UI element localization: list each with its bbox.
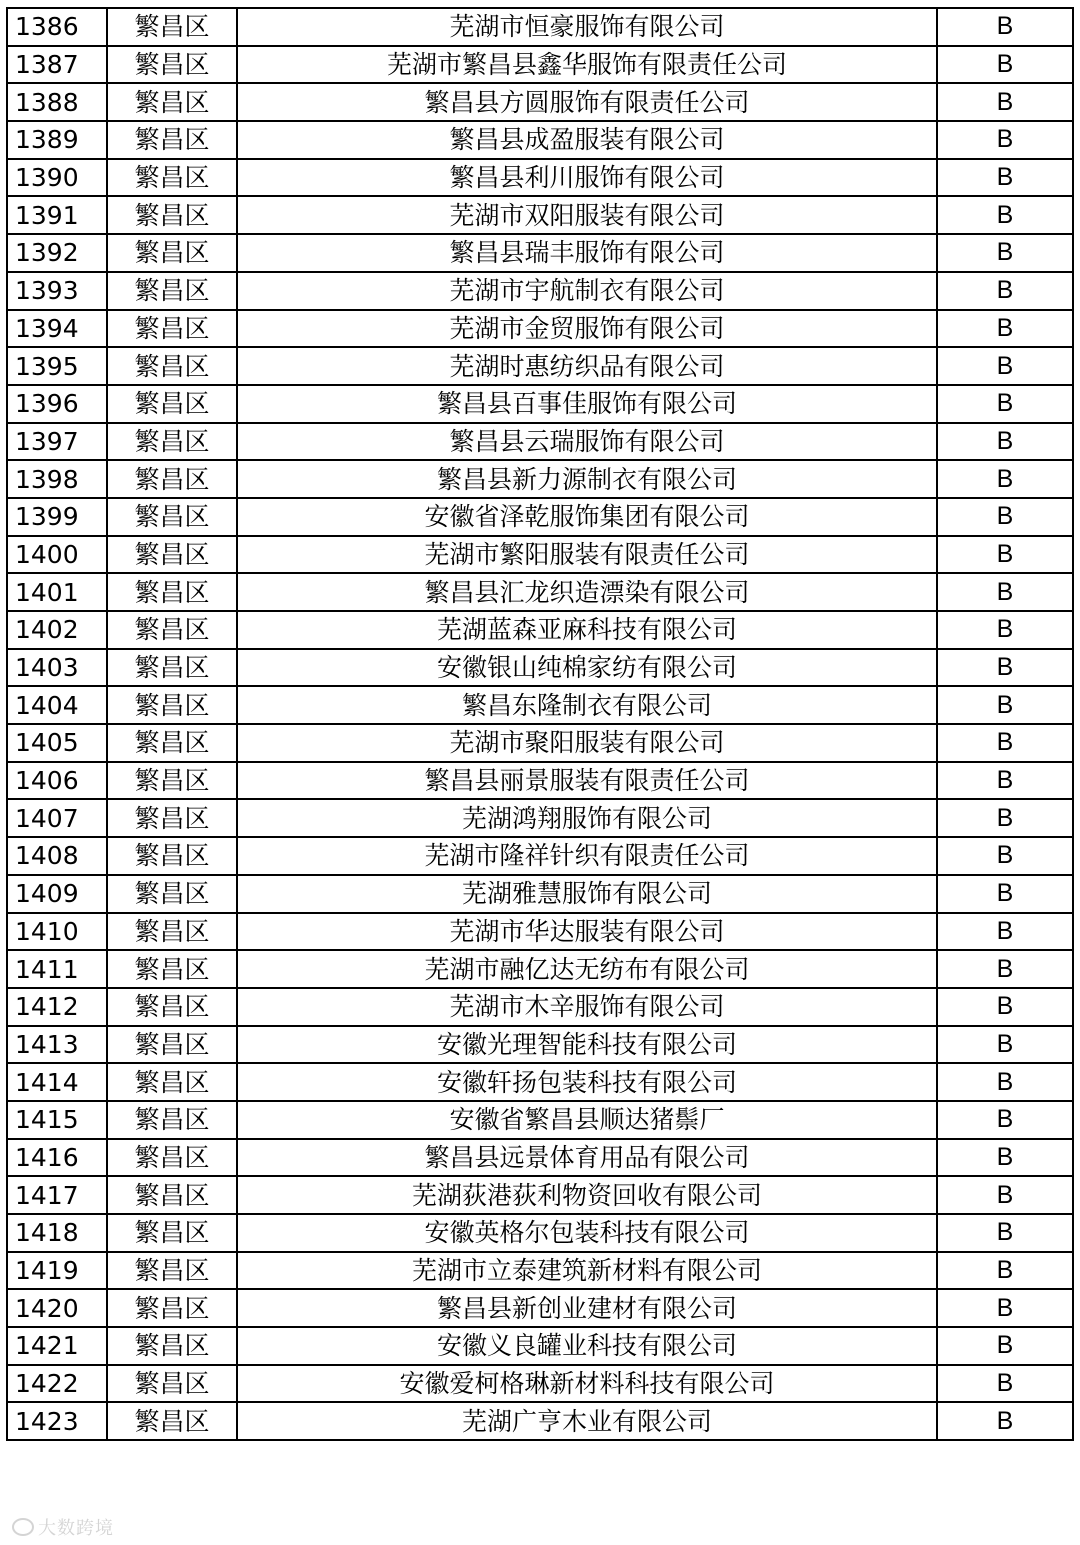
table-row — [7, 536, 1073, 574]
table-row — [7, 159, 1073, 197]
district-cell: 繁昌区 — [107, 83, 237, 121]
row-number-cell: 1402 — [7, 611, 107, 649]
table-row — [7, 83, 1073, 121]
district-cell: 繁昌区 — [107, 1214, 237, 1252]
grade-cell: B — [937, 159, 1073, 197]
district-cell: 繁昌区 — [107, 1289, 237, 1327]
grade-cell: B — [937, 1176, 1073, 1214]
table-row — [7, 1327, 1073, 1365]
company-name-cell: 安徽爱柯格琳新材料科技有限公司 — [237, 1365, 937, 1403]
table-row — [7, 988, 1073, 1026]
district-cell: 繁昌区 — [107, 1402, 237, 1440]
district-cell: 繁昌区 — [107, 234, 237, 272]
company-name-cell: 芜湖市华达服装有限公司 — [237, 913, 937, 951]
grade-cell: B — [937, 1026, 1073, 1064]
district-cell: 繁昌区 — [107, 272, 237, 310]
district-cell: 繁昌区 — [107, 1365, 237, 1403]
grade-cell: B — [937, 611, 1073, 649]
grade-cell: B — [937, 1063, 1073, 1101]
row-number-cell: 1422 — [7, 1365, 107, 1403]
district-cell: 繁昌区 — [107, 950, 237, 988]
company-name-cell: 芜湖雅慧服饰有限公司 — [237, 875, 937, 913]
company-name-cell: 安徽义良罐业科技有限公司 — [237, 1327, 937, 1365]
district-cell: 繁昌区 — [107, 498, 237, 536]
district-cell: 繁昌区 — [107, 460, 237, 498]
table-row — [7, 649, 1073, 687]
company-name-cell: 繁昌县利川服饰有限公司 — [237, 159, 937, 197]
company-name-cell: 芜湖市恒豪服饰有限公司 — [237, 8, 937, 46]
company-name-cell: 芜湖市繁昌县鑫华服饰有限责任公司 — [237, 46, 937, 84]
table-row — [7, 8, 1073, 46]
table-row — [7, 1176, 1073, 1214]
table-row — [7, 1101, 1073, 1139]
row-number-cell: 1396 — [7, 385, 107, 423]
row-number-cell: 1405 — [7, 724, 107, 762]
table-row — [7, 1365, 1073, 1403]
grade-cell: B — [937, 1101, 1073, 1139]
district-cell: 繁昌区 — [107, 762, 237, 800]
district-cell: 繁昌区 — [107, 988, 237, 1026]
grade-cell: B — [937, 347, 1073, 385]
table-row — [7, 950, 1073, 988]
row-number-cell: 1418 — [7, 1214, 107, 1252]
company-name-cell: 芜湖荻港荻利物资回收有限公司 — [237, 1176, 937, 1214]
company-name-cell: 安徽省泽乾服饰集团有限公司 — [237, 498, 937, 536]
district-cell: 繁昌区 — [107, 1026, 237, 1064]
row-number-cell: 1421 — [7, 1327, 107, 1365]
company-name-cell: 繁昌县方圆服饰有限责任公司 — [237, 83, 937, 121]
grade-cell: B — [937, 686, 1073, 724]
company-name-cell: 安徽轩扬包装科技有限公司 — [237, 1063, 937, 1101]
row-number-cell: 1420 — [7, 1289, 107, 1327]
district-cell: 繁昌区 — [107, 875, 237, 913]
company-name-cell: 芜湖市双阳服装有限公司 — [237, 196, 937, 234]
grade-cell: B — [937, 310, 1073, 348]
row-number-cell: 1407 — [7, 799, 107, 837]
grade-cell: B — [937, 1402, 1073, 1440]
company-name-cell: 繁昌县远景体育用品有限公司 — [237, 1139, 937, 1177]
company-name-cell: 繁昌县丽景服装有限责任公司 — [237, 762, 937, 800]
district-cell: 繁昌区 — [107, 799, 237, 837]
row-number-cell: 1394 — [7, 310, 107, 348]
company-name-cell: 芜湖市隆祥针织有限责任公司 — [237, 837, 937, 875]
row-number-cell: 1408 — [7, 837, 107, 875]
district-cell: 繁昌区 — [107, 573, 237, 611]
district-cell: 繁昌区 — [107, 347, 237, 385]
table-row — [7, 423, 1073, 461]
grade-cell: B — [937, 196, 1073, 234]
row-number-cell: 1391 — [7, 196, 107, 234]
enterprise-grade-table — [6, 7, 1074, 1441]
company-name-cell: 芜湖市繁阳服装有限责任公司 — [237, 536, 937, 574]
grade-cell: B — [937, 837, 1073, 875]
row-number-cell: 1400 — [7, 536, 107, 574]
company-name-cell: 安徽银山纯棉家纺有限公司 — [237, 649, 937, 687]
row-number-cell: 1389 — [7, 121, 107, 159]
district-cell: 繁昌区 — [107, 196, 237, 234]
district-cell: 繁昌区 — [107, 1063, 237, 1101]
grade-cell: B — [937, 950, 1073, 988]
table-row — [7, 837, 1073, 875]
company-name-cell: 芜湖市木辛服饰有限公司 — [237, 988, 937, 1026]
grade-cell: B — [937, 988, 1073, 1026]
row-number-cell: 1393 — [7, 272, 107, 310]
watermark-text: 大数跨境 — [38, 1518, 114, 1539]
grade-cell: B — [937, 573, 1073, 611]
table-row — [7, 913, 1073, 951]
table-row — [7, 1063, 1073, 1101]
row-number-cell: 1406 — [7, 762, 107, 800]
table-row — [7, 1289, 1073, 1327]
table-row — [7, 799, 1073, 837]
row-number-cell: 1417 — [7, 1176, 107, 1214]
grade-cell: B — [937, 649, 1073, 687]
district-cell: 繁昌区 — [107, 1139, 237, 1177]
grade-cell: B — [937, 272, 1073, 310]
grade-cell: B — [937, 724, 1073, 762]
row-number-cell: 1390 — [7, 159, 107, 197]
table-row — [7, 347, 1073, 385]
grade-cell: B — [937, 799, 1073, 837]
district-cell: 繁昌区 — [107, 310, 237, 348]
grade-cell: B — [937, 385, 1073, 423]
company-name-cell: 繁昌县新力源制衣有限公司 — [237, 460, 937, 498]
grade-cell: B — [937, 536, 1073, 574]
table-body — [7, 8, 1073, 1440]
company-name-cell: 芜湖市融亿达无纺布有限公司 — [237, 950, 937, 988]
row-number-cell: 1403 — [7, 649, 107, 687]
grade-cell: B — [937, 1214, 1073, 1252]
company-name-cell: 芜湖市宇航制衣有限公司 — [237, 272, 937, 310]
row-number-cell: 1399 — [7, 498, 107, 536]
grade-cell: B — [937, 234, 1073, 272]
table-row — [7, 1252, 1073, 1290]
row-number-cell: 1410 — [7, 913, 107, 951]
district-cell: 繁昌区 — [107, 46, 237, 84]
row-number-cell: 1398 — [7, 460, 107, 498]
district-cell: 繁昌区 — [107, 1327, 237, 1365]
district-cell: 繁昌区 — [107, 423, 237, 461]
table-row — [7, 686, 1073, 724]
row-number-cell: 1419 — [7, 1252, 107, 1290]
company-name-cell: 安徽光理智能科技有限公司 — [237, 1026, 937, 1064]
table-row — [7, 611, 1073, 649]
district-cell: 繁昌区 — [107, 536, 237, 574]
row-number-cell: 1401 — [7, 573, 107, 611]
company-name-cell: 安徽省繁昌县顺达猪鬃厂 — [237, 1101, 937, 1139]
company-name-cell: 繁昌县云瑞服饰有限公司 — [237, 423, 937, 461]
row-number-cell: 1386 — [7, 8, 107, 46]
grade-cell: B — [937, 121, 1073, 159]
grade-cell: B — [937, 83, 1073, 121]
company-name-cell: 繁昌东隆制衣有限公司 — [237, 686, 937, 724]
company-name-cell: 安徽英格尔包装科技有限公司 — [237, 1214, 937, 1252]
company-name-cell: 繁昌县百事佳服饰有限公司 — [237, 385, 937, 423]
table-row — [7, 385, 1073, 423]
table-row — [7, 196, 1073, 234]
district-cell: 繁昌区 — [107, 686, 237, 724]
district-cell: 繁昌区 — [107, 1176, 237, 1214]
district-cell: 繁昌区 — [107, 159, 237, 197]
table-row — [7, 1214, 1073, 1252]
watermark — [12, 1514, 114, 1540]
table-row — [7, 272, 1073, 310]
company-name-cell: 芜湖市聚阳服装有限公司 — [237, 724, 937, 762]
table-row — [7, 121, 1073, 159]
row-number-cell: 1387 — [7, 46, 107, 84]
company-name-cell: 芜湖时惠纺织品有限公司 — [237, 347, 937, 385]
district-cell: 繁昌区 — [107, 611, 237, 649]
district-cell: 繁昌区 — [107, 649, 237, 687]
table-row — [7, 762, 1073, 800]
grade-cell: B — [937, 46, 1073, 84]
row-number-cell: 1413 — [7, 1026, 107, 1064]
grade-cell: B — [937, 460, 1073, 498]
grade-cell: B — [937, 423, 1073, 461]
table-row — [7, 724, 1073, 762]
district-cell: 繁昌区 — [107, 1252, 237, 1290]
company-name-cell: 芜湖蓝森亚麻科技有限公司 — [237, 611, 937, 649]
grade-cell: B — [937, 1252, 1073, 1290]
row-number-cell: 1397 — [7, 423, 107, 461]
grade-cell: B — [937, 762, 1073, 800]
grade-cell: B — [937, 875, 1073, 913]
table-row — [7, 875, 1073, 913]
company-name-cell: 芜湖市金贸服饰有限公司 — [237, 310, 937, 348]
table-row — [7, 1139, 1073, 1177]
row-number-cell: 1411 — [7, 950, 107, 988]
table-row — [7, 1026, 1073, 1064]
company-name-cell: 芜湖广亨木业有限公司 — [237, 1402, 937, 1440]
row-number-cell: 1423 — [7, 1402, 107, 1440]
district-cell: 繁昌区 — [107, 837, 237, 875]
company-name-cell: 繁昌县瑞丰服饰有限公司 — [237, 234, 937, 272]
company-name-cell: 繁昌县汇龙织造漂染有限公司 — [237, 573, 937, 611]
table-row — [7, 1402, 1073, 1440]
table-row — [7, 460, 1073, 498]
table-row — [7, 573, 1073, 611]
grade-cell: B — [937, 8, 1073, 46]
grade-cell: B — [937, 498, 1073, 536]
grade-cell: B — [937, 1289, 1073, 1327]
row-number-cell: 1409 — [7, 875, 107, 913]
table-row — [7, 234, 1073, 272]
company-name-cell: 芜湖市立泰建筑新材料有限公司 — [237, 1252, 937, 1290]
district-cell: 繁昌区 — [107, 8, 237, 46]
district-cell: 繁昌区 — [107, 913, 237, 951]
grade-cell: B — [937, 913, 1073, 951]
grade-cell: B — [937, 1365, 1073, 1403]
row-number-cell: 1395 — [7, 347, 107, 385]
row-number-cell: 1388 — [7, 83, 107, 121]
district-cell: 繁昌区 — [107, 121, 237, 159]
grade-cell: B — [937, 1327, 1073, 1365]
company-name-cell: 繁昌县成盈服装有限公司 — [237, 121, 937, 159]
district-cell: 繁昌区 — [107, 385, 237, 423]
district-cell: 繁昌区 — [107, 724, 237, 762]
company-name-cell: 繁昌县新创业建材有限公司 — [237, 1289, 937, 1327]
table-row — [7, 498, 1073, 536]
row-number-cell: 1404 — [7, 686, 107, 724]
company-name-cell: 芜湖鸿翔服饰有限公司 — [237, 799, 937, 837]
row-number-cell: 1412 — [7, 988, 107, 1026]
table-row — [7, 310, 1073, 348]
row-number-cell: 1415 — [7, 1101, 107, 1139]
row-number-cell: 1416 — [7, 1139, 107, 1177]
grade-cell: B — [937, 1139, 1073, 1177]
watermark-logo-icon — [12, 1518, 34, 1536]
district-cell: 繁昌区 — [107, 1101, 237, 1139]
row-number-cell: 1414 — [7, 1063, 107, 1101]
table-row — [7, 46, 1073, 84]
row-number-cell: 1392 — [7, 234, 107, 272]
